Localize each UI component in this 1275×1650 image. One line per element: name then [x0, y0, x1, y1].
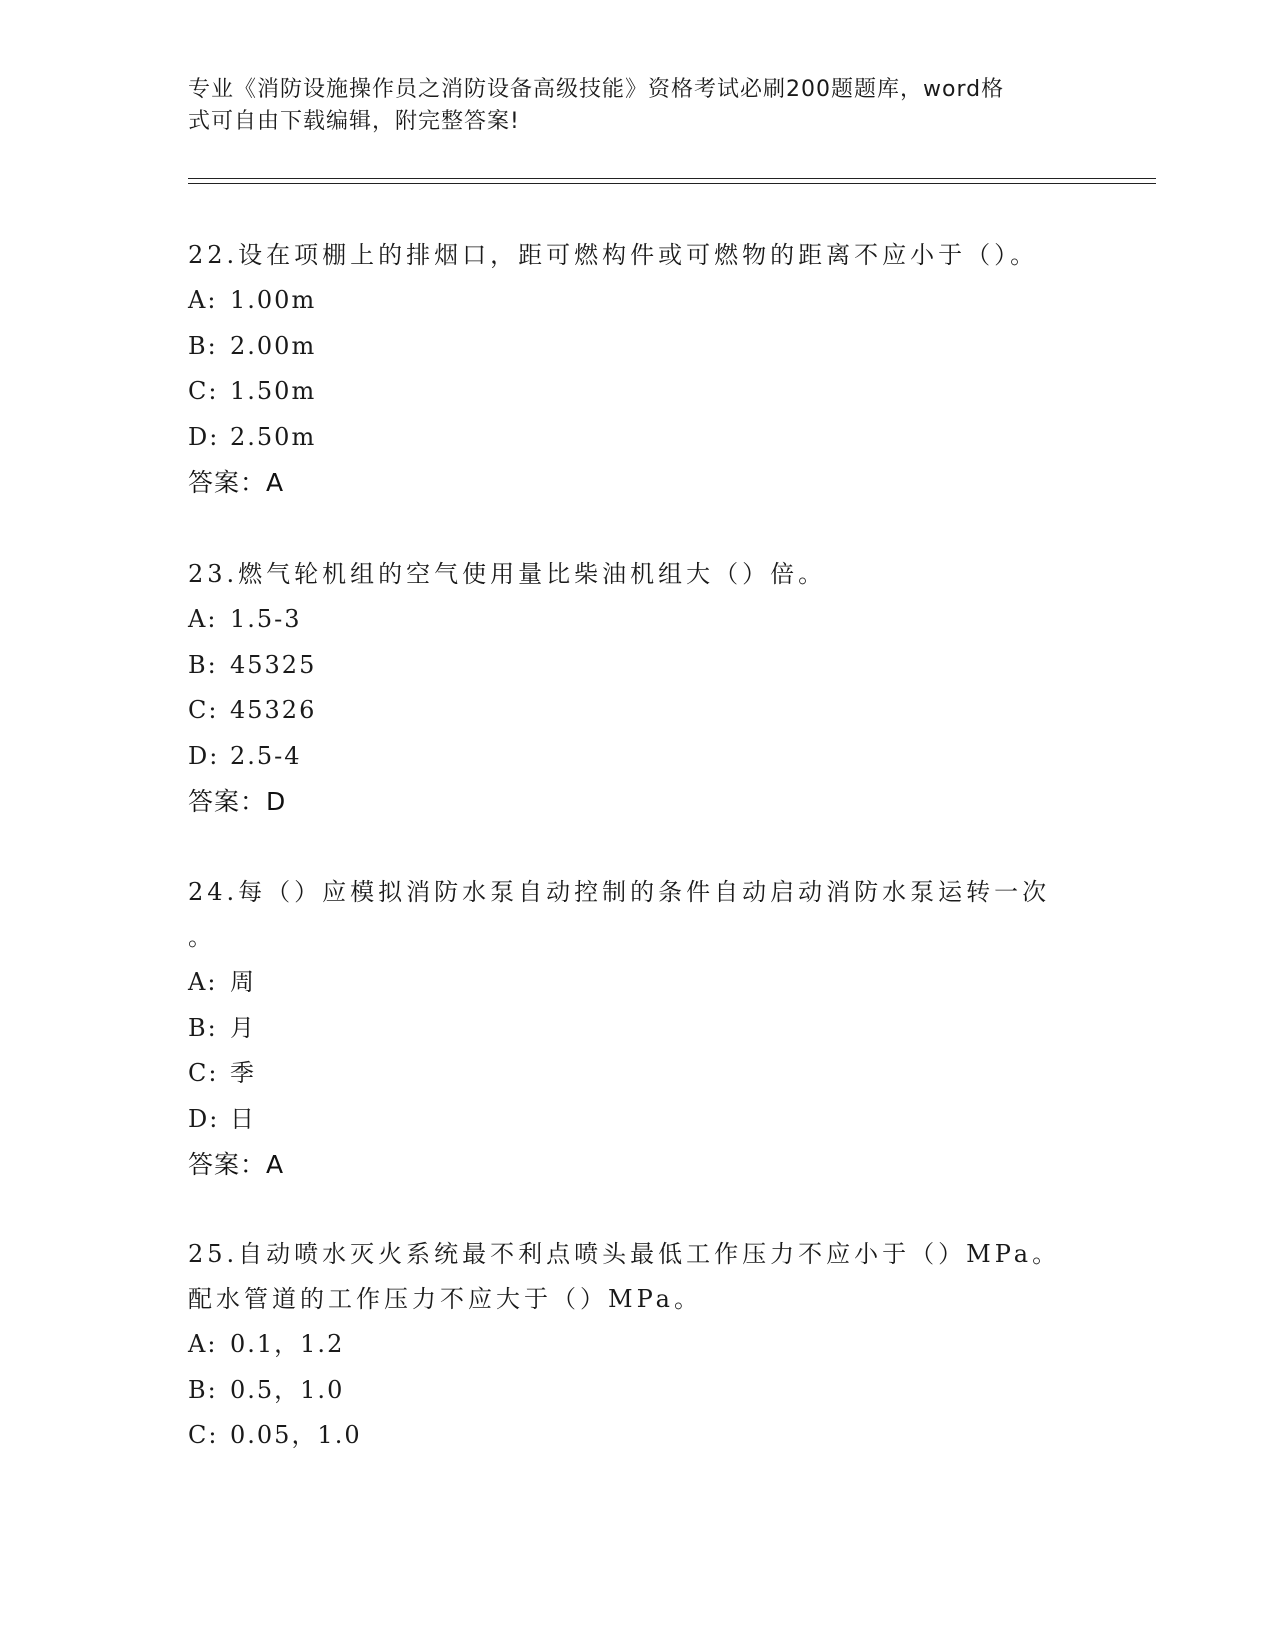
option-letter: B: [188, 331, 218, 360]
option-letter: B: [188, 1375, 218, 1404]
option-b [188, 324, 1088, 370]
question-25 [188, 1232, 1088, 1459]
option-text: 0.1，1.2 [230, 1330, 345, 1358]
question-24 [188, 870, 1088, 1187]
option-letter: A: [188, 605, 218, 633]
option-d [188, 1097, 1088, 1143]
option-letter: D: [188, 741, 220, 770]
option-b [188, 1368, 1088, 1414]
option-c [188, 369, 1088, 415]
option-text: 45325 [230, 650, 317, 679]
option-text: 2.50m [230, 422, 317, 451]
option-text: 2.00m [230, 331, 317, 360]
question-stem-line-2: 。 [188, 923, 216, 951]
option-letter: B: [188, 1013, 218, 1042]
option-text: 1.5-3 [230, 605, 302, 633]
option-c [188, 688, 1088, 734]
option-letter: C: [188, 1059, 219, 1087]
option-text: 周 [230, 968, 256, 996]
question-stem: 23.燃气轮机组的空气使用量比柴油机组大（）倍。 [188, 560, 827, 588]
option-a [188, 1322, 1088, 1368]
header-divider-bottom [188, 183, 1156, 184]
option-text: 0.5，1.0 [230, 1375, 345, 1404]
option-text: 月 [230, 1013, 256, 1042]
header-line-2: 式可自由下载编辑，附完整答案! [188, 109, 520, 134]
option-a [188, 597, 1088, 643]
option-letter: C: [188, 696, 219, 724]
option-a [188, 278, 1088, 324]
option-c [188, 1051, 1088, 1097]
option-d [188, 734, 1088, 780]
answer-line: 答案：A [188, 1150, 285, 1179]
option-a [188, 960, 1088, 1006]
option-text: 0.05，1.0 [230, 1421, 362, 1449]
option-d [188, 415, 1088, 461]
option-b [188, 643, 1088, 689]
document-header [188, 74, 1068, 138]
option-letter: D: [188, 422, 220, 451]
option-letter: A: [188, 1330, 218, 1358]
header-divider-top [188, 178, 1156, 179]
option-text: 日 [230, 1104, 256, 1133]
option-text: 季 [230, 1059, 256, 1087]
question-stem-line-2: 配水管道的工作压力不应大于（）MPa。 [188, 1285, 702, 1313]
option-c [188, 1413, 1088, 1459]
option-text: 45326 [230, 696, 317, 724]
header-line-1: 专业《消防设施操作员之消防设备高级技能》资格考试必刷200题题库，word格 [188, 77, 1005, 102]
option-letter: B: [188, 650, 218, 679]
option-b [188, 1006, 1088, 1052]
option-letter: A: [188, 968, 218, 996]
option-text: 2.5-4 [230, 741, 302, 770]
option-text: 1.50m [230, 377, 317, 405]
question-stem-line-1: 24.每（）应模拟消防水泵自动控制的条件自动启动消防水泵运转一次 [188, 878, 1051, 906]
option-letter: D: [188, 1104, 220, 1133]
question-stem: 22.设在项棚上的排烟口，距可燃构件或可燃物的距离不应小于（）。 [188, 241, 1039, 269]
question-22 [188, 233, 1088, 505]
question-23 [188, 552, 1088, 824]
option-letter: A: [188, 286, 218, 314]
answer-line: 答案：D [188, 787, 287, 816]
option-letter: C: [188, 1421, 219, 1449]
question-stem-line-1: 25.自动喷水灭火系统最不利点喷头最低工作压力不应小于（）MPa。 [188, 1240, 1061, 1268]
option-text: 1.00m [230, 286, 317, 314]
option-letter: C: [188, 377, 219, 405]
answer-line: 答案：A [188, 468, 285, 497]
